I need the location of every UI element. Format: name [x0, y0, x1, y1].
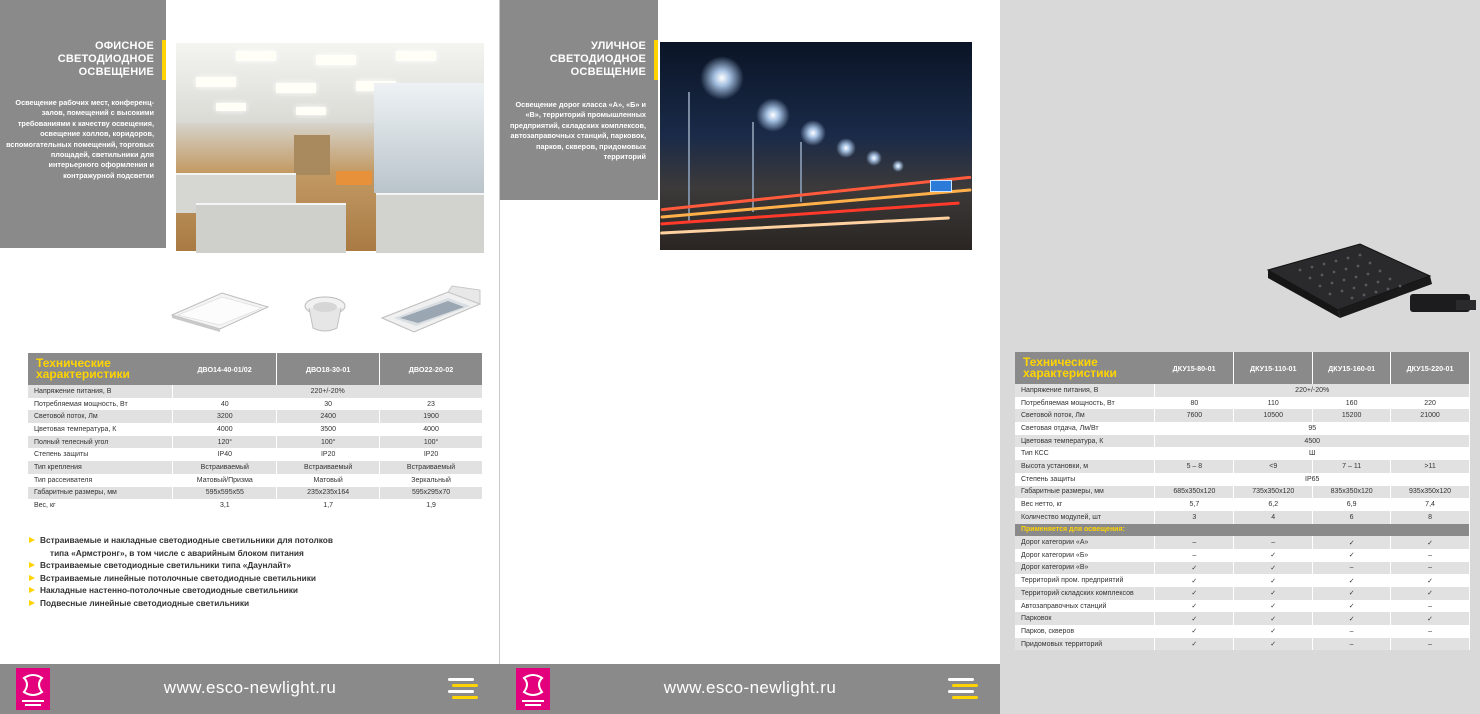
row-value: ✓: [1155, 625, 1234, 638]
row-value: ✓: [1234, 638, 1313, 651]
row-label: Напряжение питания, В: [1015, 384, 1155, 397]
row-label: Тип КСС: [1015, 447, 1155, 460]
table-row: [1015, 397, 1470, 410]
table-row: [1015, 574, 1470, 587]
row-value: 110: [1234, 397, 1313, 410]
row-value: 95: [1155, 422, 1470, 435]
row-value: 1900: [380, 410, 483, 423]
row-label: Тип крепления: [28, 461, 173, 474]
list-item: Встраиваемые светодиодные светильники типа «Даунлайт»: [28, 559, 468, 572]
table-row: [1015, 498, 1470, 511]
row-value: –: [1155, 536, 1234, 549]
row-value: ✓: [1155, 574, 1234, 587]
table-row: [1015, 384, 1470, 397]
row-value: 21000: [1391, 409, 1470, 422]
row-value: 6: [1313, 511, 1391, 524]
row-label: Тип рассеивателя: [28, 474, 173, 487]
row-value: ✓: [1155, 587, 1234, 600]
row-value: 835х350х120: [1313, 486, 1391, 499]
row-value: 40: [173, 398, 277, 411]
row-value: Зеркальный: [380, 474, 483, 487]
row-label: Габаритные размеры, мм: [28, 487, 173, 500]
table-row: [28, 385, 483, 398]
row-label: Парковок: [1015, 612, 1155, 625]
office-page: [0, 0, 500, 714]
row-value: 3: [1155, 511, 1234, 524]
row-value: ✓: [1234, 587, 1313, 600]
office-photo: [176, 43, 484, 251]
row-value: 4000: [380, 423, 483, 436]
row-value: 5,7: [1155, 498, 1234, 511]
row-value: ✓: [1313, 574, 1391, 587]
row-value: –: [1234, 536, 1313, 549]
list-item: Накладные настенно-потолочные светодиодные светильники: [28, 584, 468, 597]
row-value: ✓: [1391, 574, 1470, 587]
row-value: –: [1313, 562, 1391, 575]
column-header: ДВО22-20-02: [380, 353, 483, 385]
row-label: Напряжение питания, В: [28, 385, 173, 398]
column-header: ДКУ15-110-01: [1234, 352, 1313, 384]
row-value: 3,1: [173, 499, 277, 512]
table-row: [28, 474, 483, 487]
row-value: >11: [1391, 460, 1470, 473]
row-value: 220+/-20%: [1155, 384, 1470, 397]
table-row: [28, 499, 483, 512]
row-value: 6,9: [1313, 498, 1391, 511]
row-value: 735х350х120: [1234, 486, 1313, 499]
row-value: 685х350х120: [1155, 486, 1234, 499]
office-section-title: ОФИСНОЕ СВЕТОДИОДНОЕ ОСВЕЩЕНИЕ: [57, 40, 154, 78]
table-row: [28, 487, 483, 500]
table-row: [1015, 536, 1470, 549]
website-link[interactable]: www.esco-newlight.ru: [663, 678, 837, 697]
row-label: Степень защиты: [1015, 473, 1155, 486]
row-value: 120°: [173, 436, 277, 449]
row-value: –: [1391, 549, 1470, 562]
row-label: Габаритные размеры, мм: [1015, 486, 1155, 499]
table-row: [1015, 600, 1470, 613]
row-value: ✓: [1313, 587, 1391, 600]
row-value: –: [1391, 600, 1470, 613]
row-label: Вес, кг: [28, 499, 173, 512]
row-value: 235х235х164: [277, 487, 380, 500]
row-value: 80: [1155, 397, 1234, 410]
row-value: 4500: [1155, 435, 1470, 448]
table-body: [28, 385, 483, 512]
table-row: [1015, 612, 1470, 625]
office-side-panel: [0, 0, 166, 248]
list-item: Подвесные линейные светодиодные светильники: [28, 597, 468, 610]
row-label: Дорог категории «В»: [1015, 562, 1155, 575]
section-title: Применяется для освещения:: [1015, 524, 1470, 537]
street-side-panel: [500, 0, 658, 200]
row-value: Встраиваемый: [173, 461, 277, 474]
column-header: ДКУ15-160-01: [1313, 352, 1391, 384]
row-value: ✓: [1155, 600, 1234, 613]
table-row: [1015, 435, 1470, 448]
street-description: Освещение дорог класса «А», «Б» и «В», территорий промышленных предприятий, складских комплексов, автозаправочных станций, парковок, парков, скверов, придомовых территорий: [510, 100, 646, 162]
table-row: [1015, 638, 1470, 651]
row-label: Автозаправочных станций: [1015, 600, 1155, 613]
row-value: 5 – 8: [1155, 460, 1234, 473]
newlight-mark-icon: [448, 676, 478, 702]
row-label: Полный телесный угол: [28, 436, 173, 449]
table-row: [1015, 562, 1470, 575]
accent-bar: [654, 40, 658, 80]
row-value: Встраиваемый: [380, 461, 483, 474]
row-label: Придомовых территорий: [1015, 638, 1155, 651]
row-value: 1,9: [380, 499, 483, 512]
row-value: ✓: [1313, 612, 1391, 625]
row-value: ✓: [1155, 612, 1234, 625]
row-value: 7,4: [1391, 498, 1470, 511]
row-label: Дорог категории «А»: [1015, 536, 1155, 549]
row-value: ✓: [1234, 549, 1313, 562]
list-item: Встраиваемые линейные потолочные светодиодные светильники: [28, 572, 468, 585]
row-value: IP65: [1155, 473, 1470, 486]
row-value: ✓: [1234, 612, 1313, 625]
row-value: ✓: [1313, 600, 1391, 613]
office-description: Освещение рабочих мест, конференц-залов, помещений с высокими требованиями к качеству освещения, освещение холлов, коридоров, вспомогательных помещений, торговых площадей, светильники для интерьерного оформления и контражурной подсветки: [6, 98, 154, 180]
row-value: Ш: [1155, 447, 1470, 460]
office-product-list: [28, 534, 468, 610]
row-value: 23: [380, 398, 483, 411]
table-row: [1015, 473, 1470, 486]
table-row: [1015, 511, 1470, 524]
row-value: ✓: [1155, 562, 1234, 575]
row-value: 6,2: [1234, 498, 1313, 511]
row-value: –: [1313, 625, 1391, 638]
row-value: Матовый: [277, 474, 380, 487]
row-label: Количество модулей, шт: [1015, 511, 1155, 524]
column-header: ДКУ15-220-01: [1391, 352, 1470, 384]
website-link[interactable]: www.esco-newlight.ru: [163, 678, 337, 697]
list-item: типа «Армстронг», в том числе с аварийным блоком питания: [50, 547, 304, 558]
row-label: Территорий складских комплексов: [1015, 587, 1155, 600]
row-value: 4: [1234, 511, 1313, 524]
column-header: ДВО18-30-01: [277, 353, 380, 385]
row-label: Световой поток, Лм: [28, 410, 173, 423]
street-photo: [660, 42, 972, 250]
office-specs-table: [28, 353, 483, 512]
table-row: [1015, 486, 1470, 499]
row-value: ✓: [1313, 536, 1391, 549]
footer: [0, 664, 500, 714]
table-title: Технические характеристики: [1015, 352, 1155, 384]
row-value: 595х295х70: [380, 487, 483, 500]
table-row: [28, 398, 483, 411]
row-value: IP20: [380, 448, 483, 461]
row-value: ✓: [1234, 574, 1313, 587]
newlight-mark-icon: [948, 676, 978, 702]
row-value: 3500: [277, 423, 380, 436]
table-row: [1015, 460, 1470, 473]
row-value: 220: [1391, 397, 1470, 410]
row-value: IP40: [173, 448, 277, 461]
table-row: [28, 461, 483, 474]
row-value: ✓: [1313, 549, 1391, 562]
table-row: [1015, 409, 1470, 422]
row-value: 160: [1313, 397, 1391, 410]
row-value: 3200: [173, 410, 277, 423]
row-value: –: [1313, 638, 1391, 651]
footer: [500, 664, 1000, 714]
row-value: Встраиваемый: [277, 461, 380, 474]
row-value: 30: [277, 398, 380, 411]
row-label: Степень защиты: [28, 448, 173, 461]
row-value: 595х595х55: [173, 487, 277, 500]
column-header: ДКУ15-80-01: [1155, 352, 1234, 384]
row-label: Цветовая температура, К: [28, 423, 173, 436]
table-title: Технические характеристики: [28, 353, 173, 385]
row-value: ✓: [1391, 536, 1470, 549]
row-value: 7600: [1155, 409, 1234, 422]
row-value: ✓: [1155, 638, 1234, 651]
usage-section-header: [1015, 524, 1470, 537]
row-value: ✓: [1234, 625, 1313, 638]
row-value: 4000: [173, 423, 277, 436]
street-lamp-image: [1260, 240, 1480, 340]
row-label: Территорий пром. предприятий: [1015, 574, 1155, 587]
panel-lamp-image: [168, 285, 272, 333]
accent-bar: [162, 40, 166, 80]
mirror-lamp-image: [378, 286, 484, 336]
row-label: Потребляемая мощность, Вт: [1015, 397, 1155, 410]
table-row: [1015, 422, 1470, 435]
row-value: –: [1391, 625, 1470, 638]
row-value: –: [1391, 562, 1470, 575]
row-value: 10500: [1234, 409, 1313, 422]
downlight-lamp-image: [300, 292, 350, 336]
row-label: Световая отдача, Лм/Вт: [1015, 422, 1155, 435]
row-value: ✓: [1391, 612, 1470, 625]
table-row: [1015, 549, 1470, 562]
row-value: 220+/-20%: [173, 385, 483, 398]
row-value: 2400: [277, 410, 380, 423]
row-value: 8: [1391, 511, 1470, 524]
row-value: ✓: [1234, 562, 1313, 575]
row-value: ✓: [1391, 587, 1470, 600]
table-row: [28, 436, 483, 449]
row-value: Матовый/Призма: [173, 474, 277, 487]
row-value: ✓: [1234, 600, 1313, 613]
table-body: [1015, 384, 1470, 650]
table-row: [28, 448, 483, 461]
row-label: Потребляемая мощность, Вт: [28, 398, 173, 411]
row-value: 7 – 11: [1313, 460, 1391, 473]
street-specs-table: [1015, 352, 1470, 650]
row-value: 100°: [380, 436, 483, 449]
row-label: Вес нетто, кг: [1015, 498, 1155, 511]
list-item: Встраиваемые и накладные светодиодные светильники для потолков: [28, 534, 468, 547]
row-value: IP20: [277, 448, 380, 461]
row-value: 935х350х120: [1391, 486, 1470, 499]
table-row: [1015, 587, 1470, 600]
table-row: [28, 410, 483, 423]
row-label: Дорог категории «Б»: [1015, 549, 1155, 562]
row-value: <9: [1234, 460, 1313, 473]
table-row: [28, 423, 483, 436]
row-value: –: [1155, 549, 1234, 562]
table-row: [1015, 447, 1470, 460]
street-section-title: УЛИЧНОЕ СВЕТОДИОДНОЕ ОСВЕЩЕНИЕ: [549, 40, 646, 78]
table-row: [1015, 625, 1470, 638]
row-value: 1,7: [277, 499, 380, 512]
row-label: Световой поток, Лм: [1015, 409, 1155, 422]
row-value: –: [1391, 638, 1470, 651]
row-value: 15200: [1313, 409, 1391, 422]
row-label: Высота установки, м: [1015, 460, 1155, 473]
row-label: Парков, скверов: [1015, 625, 1155, 638]
row-label: Цветовая температура, К: [1015, 435, 1155, 448]
row-value: 100°: [277, 436, 380, 449]
column-header: ДВО14-40-01/02: [173, 353, 277, 385]
